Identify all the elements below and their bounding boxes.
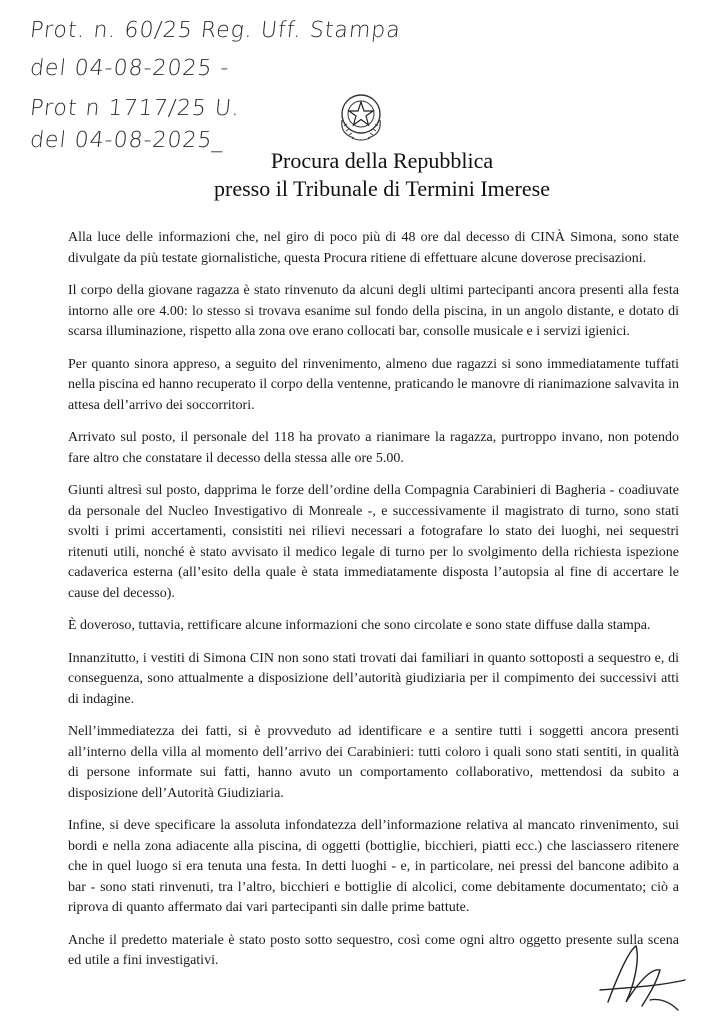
paragraph: Anche il predetto materiale è stato posto sotto sequestro, così come ogni altro oggetto presente sulla scena ed utile a fini investigativi. xyxy=(68,932,679,968)
paragraph: Arrivato sul posto, il personale del 118 ha provato a rianimare la ragazza, purtroppo invano, non potendo fare altro che constatare il decesso della stessa alle ore 5.00. xyxy=(68,430,679,466)
office-subtitle: presso il Tribunale di Termini Imerese xyxy=(214,176,550,201)
paragraph: Giunti altresì sul posto, dapprima le forze dell’ordine della Compagnia Carabinieri di Bagheria - coadiuvate da personale del Nucleo Investigativo di Monreale -, e successivamente il magistrato di turno, sono stati svolti i primi accertamenti, consistiti nei rilievi necessari a fotografare lo stato dei luoghi, nei sequestri ritenuti utili, nonché è stato avvisato il medico legale di turno per lo svolgimento della richiesta ispezione cadaverica esterna (all’esito della quale è stata immediatamente disposta l’autopsia al fine di accertare le cause del decesso). xyxy=(68,483,679,601)
handwritten-signature xyxy=(590,940,690,1015)
document-body xyxy=(68,228,679,984)
handwritten-protocol-note-1: Prot. n. 60/25 Reg. Uff. Stampa xyxy=(28,18,403,43)
republic-emblem-icon xyxy=(336,90,386,142)
paragraph: È doveroso, tuttavia, rettificare alcune informazioni che sono circolate e sono state diffuse dalla stampa. xyxy=(68,618,651,633)
office-title: Procura della Repubblica xyxy=(270,148,494,173)
paragraph: Per quanto sinora appreso, a seguito del rinvenimento, almeno due ragazzi si sono immediatamente tuffati nella piscina ed hanno recuperato il corpo della ventenne, praticando le manovre di rianimazione salvavita in attesa dell’arrivo dei soccorritori. xyxy=(68,356,679,413)
paragraph: Innanzitutto, i vestiti di Simona CIN non sono stati trovati dai familiari in quanto sottoposti a sequestro e, di conseguenza, sono attualmente a disposizione dell’autorità giudiziaria per il compimento dei successivi atti di indagine. xyxy=(68,650,679,707)
paragraph: Il corpo della giovane ragazza è stato rinvenuto da alcuni degli ultimi partecipanti ancora presenti alla festa intorno alle ore 4.00: lo stesso si trovava esanime sul fondo della piscina, in un angolo distante, e dotato di scarsa illuminazione, rispetto alla zona ove erano collocati bar, consolle musicale e i servizi igienici. xyxy=(68,283,679,339)
handwritten-protocol-note-2: Prot n 1717/25 U. xyxy=(28,96,242,121)
handwritten-protocol-date-2: del 04-08-2025_ xyxy=(28,128,226,153)
handwritten-protocol-date-1: del 04-08-2025 - xyxy=(28,56,231,81)
paragraph: Alla luce delle informazioni che, nel giro di poco più di 48 ore dal decesso di CINÀ Simona, sono state divulgate da più testate giornalistiche, questa Procura ritiene di effettuare alcune doverose precisazioni. xyxy=(68,230,679,266)
paragraph: Nell’immediatezza dei fatti, si è provveduto ad identificare e a sentire tutti i soggetti ancora presenti all’interno della villa al momento dell’arrivo dei Carabinieri: tutti coloro i quali sono stati sentiti, in qualità di persone informate sui fatti, hanno avuto un comportamento collaborativo, mettendosi da subito a disposizione dell’Autorità Giudiziaria. xyxy=(68,724,679,801)
paragraph: Infine, si deve specificare la assoluta infondatezza dell’informazione relativa al mancato rinvenimento, sui bordi e nella zona adiacente alla piscina, di oggetti (bottiglie, bicchieri, piatti ecc.) che lasciassero ritenere che in quel luogo si era tenuta una festa. In detti luoghi - e, in particolare, nei pressi del bancone adibito a bar - sono stati rinvenuti, tra l’altro, bicchieri e bottiglie di alcolici, come debitamente documentato; ciò a riprova di quanto affermato dai vari partecipanti sin dalle prime battute. xyxy=(68,818,679,915)
